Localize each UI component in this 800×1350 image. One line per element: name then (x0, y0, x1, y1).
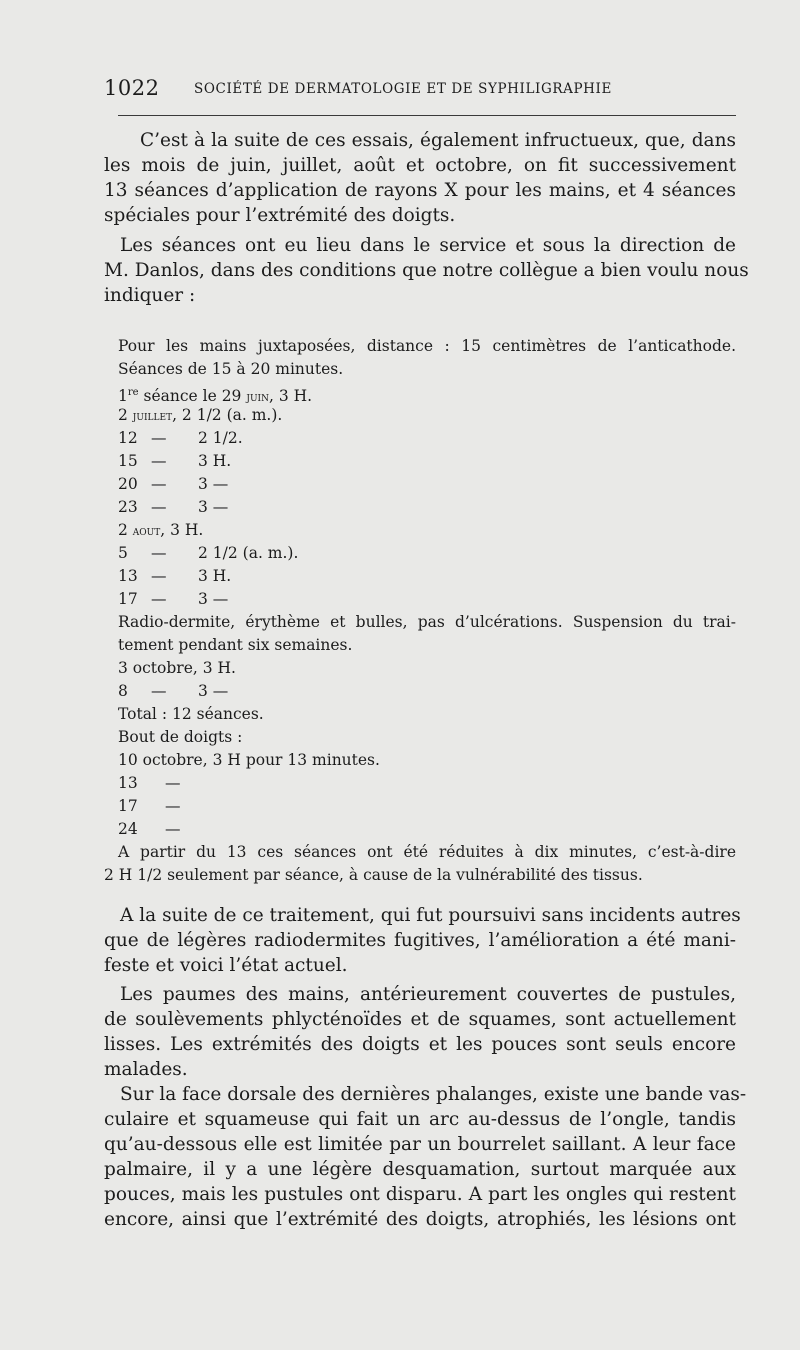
bout-de-doigts-heading: Bout de doigts : (118, 728, 243, 746)
p3-line-2: que de légères radiodermites fugitives, l’amélioration a été mani- (104, 930, 736, 951)
p5-line-5: pouces, mais les pustules ont disparu. A part les ongles qui restent (104, 1184, 736, 1205)
session-row: 8 — 3 — (118, 682, 229, 700)
p5-line-4: palmaire, il y a une légère desquamation, surtout marquée aux (104, 1159, 736, 1180)
p1-line-1: C’est à la suite de ces essais, également infructueux, que, dans (140, 130, 736, 151)
p2-line-3: indiquer : (104, 285, 196, 306)
reduction-line-1: A partir du 13 ces séances ont été réduites à dix minutes, c’est-à-dire (118, 843, 736, 861)
protocol-duration: Séances de 15 à 20 minutes. (118, 360, 344, 378)
p5-line-1: Sur la face dorsale des dernières phalanges, existe une bande vas- (120, 1084, 747, 1105)
p4-line-2: de soulèvements phlycténoïdes et de squames, sont actuellement (104, 1009, 736, 1030)
p4-line-1: Les paumes des mains, antérieurement couvertes de pustules, (120, 984, 736, 1005)
finger-session: 10 octobre, 3 H pour 13 minutes. (118, 751, 380, 769)
session-aout: 2 aout, 3 H. (118, 521, 204, 539)
finger-session-row: 24 — (118, 820, 181, 838)
protocol-distance: Pour les mains juxtaposées, distance : 15 centimètres de l’anticathode. (118, 337, 736, 355)
page-number: 1022 (104, 76, 160, 100)
p3-line-3: feste et voici l’état actuel. (104, 955, 348, 976)
p2-line-2: M. Danlos, dans des conditions que notre collègue a bien voulu nous (104, 260, 749, 281)
session-row: 15 — 3 H. (118, 452, 232, 470)
total-sessions: Total : 12 séances. (118, 705, 264, 723)
reduction-line-2: 2 H 1/2 seulement par séance, à cause de la vulnérabilité des tissus. (104, 866, 643, 884)
session-row: 23 — 3 — (118, 498, 229, 516)
session-octobre: 3 octobre, 3 H. (118, 659, 236, 677)
p3-line-1: A la suite de ce traitement, qui fut poursuivi sans incidents autres (120, 905, 741, 926)
p5-line-2: culaire et squameuse qui fait un arc au-dessus de l’ongle, tandis (104, 1109, 736, 1130)
p1-line-4: spéciales pour l’extrémité des doigts. (104, 205, 456, 226)
session-first: 1re séance le 29 juin, 3 H. (118, 387, 313, 406)
radiodermite-line-2: tement pendant six semaines. (118, 636, 353, 654)
running-head: SOCIÉTÉ DE DERMATOLOGIE ET DE SYPHILIGRAPHIE (194, 81, 612, 97)
p5-line-6: encore, ainsi que l’extrémité des doigts, atrophiés, les lésions ont (104, 1209, 736, 1230)
p4-line-4: malades. (104, 1059, 188, 1080)
header-rule (118, 115, 736, 116)
p2-line-1: Les séances ont eu lieu dans le service et sous la direction de (120, 235, 736, 256)
p1-line-3: 13 séances d’application de rayons X pour les mains, et 4 séances (104, 180, 736, 201)
session-row: 12 — 2 1/2. (118, 429, 243, 447)
session-row: 13 — 3 H. (118, 567, 232, 585)
session-row: 5 — 2 1/2 (a. m.). (118, 544, 299, 562)
p5-line-3: qu’au-dessous elle est limitée par un bourrelet saillant. A leur face (104, 1134, 736, 1155)
finger-session-row: 13 — (118, 774, 181, 792)
radiodermite-line-1: Radio-dermite, érythème et bulles, pas d’ulcérations. Suspension du trai- (118, 613, 736, 631)
p4-line-3: lisses. Les extrémités des doigts et les pouces sont seuls encore (104, 1034, 736, 1055)
session-row: 17 — 3 — (118, 590, 229, 608)
session-row: 20 — 3 — (118, 475, 229, 493)
page-header (104, 76, 744, 102)
finger-session-row: 17 — (118, 797, 181, 815)
p1-line-2: les mois de juin, juillet, août et octobre, on fit successivement (104, 155, 736, 176)
session-juillet: 2 juillet, 2 1/2 (a. m.). (118, 406, 283, 424)
